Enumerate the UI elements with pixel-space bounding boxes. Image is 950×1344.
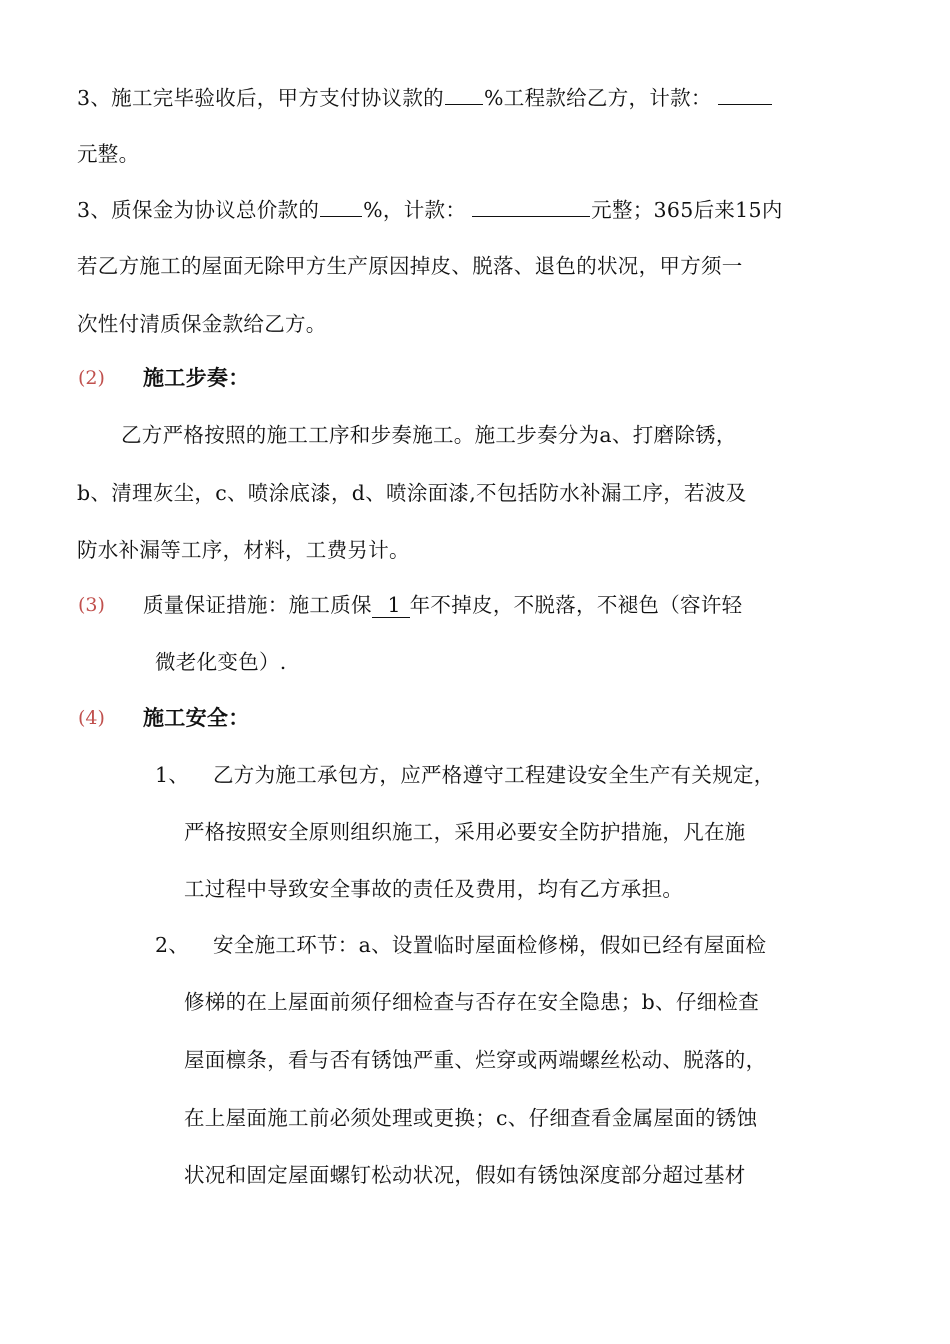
section-number: (3)	[78, 594, 105, 616]
safety-item-2-line-3: 屋面檩条，看与否有锈蚀严重、烂穿或两端螺丝松动、脱落的，	[184, 1048, 767, 1072]
steps-line-2: b、清理灰尘，c、喷涂底漆，d、喷涂面漆,不包括防水补漏工序，若波及	[77, 481, 747, 505]
quality-line-1	[143, 591, 742, 619]
quality-text: 年不掉皮，不脱落，不褪色（容许轻	[409, 593, 743, 617]
payment-line-2: 元整。	[77, 142, 140, 166]
warranty-years	[372, 593, 410, 618]
warranty-line-3: 次性付清质保金款给乙方。	[77, 312, 327, 336]
quality-text: 质量保证措施：施工质保	[143, 593, 372, 617]
quality-line-2: 微老化变色）.	[155, 650, 287, 674]
safety-item-2-line-5: 状况和固定屋面螺钉松动状况，假如有锈蚀深度部分超过基材	[184, 1163, 746, 1187]
warranty-text: 3、质保金为协议总价款的	[77, 198, 320, 222]
warranty-text: 元整；365后来15内	[591, 198, 783, 222]
safety-item-1-line-1: 乙方为施工承包方，应严格遵守工程建设安全生产有关规定，	[213, 763, 775, 787]
section-number: (2)	[78, 367, 105, 389]
warranty-line-1	[77, 194, 783, 224]
percent-blank	[320, 194, 362, 217]
list-item-number: 2、	[155, 933, 190, 957]
steps-line-3: 防水补漏等工序，材料，工费另计。	[77, 538, 410, 562]
section-number: (4)	[78, 707, 105, 729]
amount-blank	[718, 82, 772, 105]
percent-blank	[445, 82, 483, 105]
safety-item-2-line-1: 安全施工环节：a、设置临时屋面检修梯，假如已经有屋面检	[213, 933, 767, 957]
safety-item-1-line-2: 严格按照安全原则组织施工，采用必要安全防护措施，凡在施	[184, 820, 746, 844]
amount-blank	[472, 194, 590, 217]
safety-item-1-line-3: 工过程中导致安全事故的责任及费用，均有乙方承担。	[184, 877, 684, 901]
safety-item-2-line-4: 在上屋面施工前必须处理或更换；c、仔细查看金属屋面的锈蚀	[184, 1106, 758, 1130]
section-heading: 施工安全：	[143, 705, 250, 730]
list-item-number: 1、	[155, 763, 190, 787]
payment-text: %工程款给乙方，计款：	[483, 86, 712, 110]
warranty-line-2: 若乙方施工的屋面无除甲方生产原因掉皮、脱落、退色的状况，甲方须一	[77, 254, 743, 278]
payment-line-1	[77, 82, 773, 112]
safety-item-2-line-2: 修梯的在上屋面前须仔细检查与否存在安全隐患；b、仔细检查	[184, 990, 760, 1014]
section-heading: 施工步奏：	[143, 365, 250, 390]
warranty-years-value: 1	[387, 593, 401, 617]
warranty-text: %，计款：	[363, 198, 467, 222]
steps-line-1: 乙方严格按照的施工工序和步奏施工。施工步奏分为a、打磨除锈，	[121, 423, 737, 447]
payment-text: 3、施工完毕验收后，甲方支付协议款的	[77, 86, 444, 110]
